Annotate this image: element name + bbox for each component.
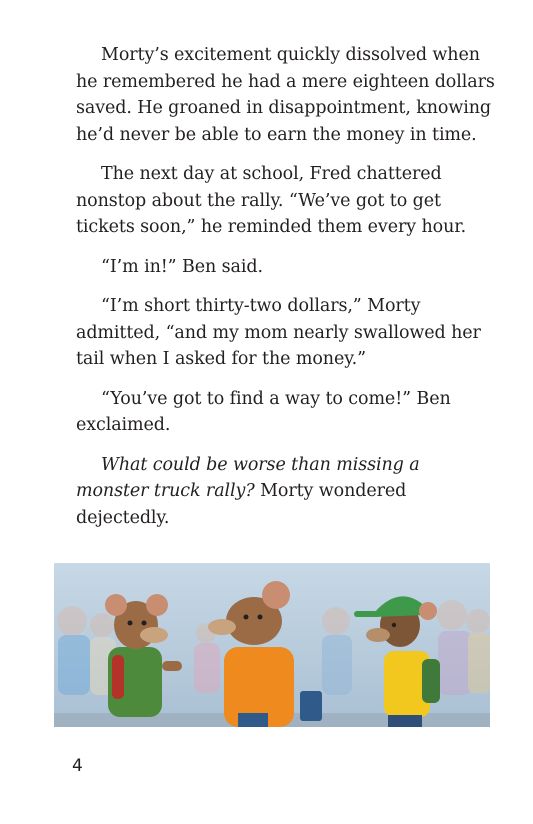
paragraph-3: “I’m in!” Ben said. — [101, 256, 263, 277]
paragraph-6 — [76, 452, 496, 532]
paragraph-5: “You’ve got to find a way to come!” Ben exclaimed. — [76, 388, 451, 435]
thought-tag: Morty wondered dejectedly. — [76, 481, 407, 528]
story-illustration — [54, 563, 490, 727]
italic-thought: What could be worse than missing a monster truck rally? — [76, 454, 420, 501]
page-number: 4 — [72, 756, 83, 776]
paragraph-4: “I’m short thirty-two dollars,” Morty admitted, “and my mom nearly swallowed her tail when I asked for the money.” — [76, 296, 481, 369]
story-text — [76, 42, 496, 544]
illustration-svg — [54, 563, 490, 727]
paragraph-2: The next day at school, Fred chattered nonstop about the rally. “We’ve got to get tickets soon,” he reminded them every hour. — [76, 164, 467, 237]
paragraph-1: Morty’s excitement quickly dissolved when he remembered he had a mere eighteen dollars saved. He groaned in disappointment, knowing he’d never be able to earn the money in time. — [76, 45, 495, 145]
